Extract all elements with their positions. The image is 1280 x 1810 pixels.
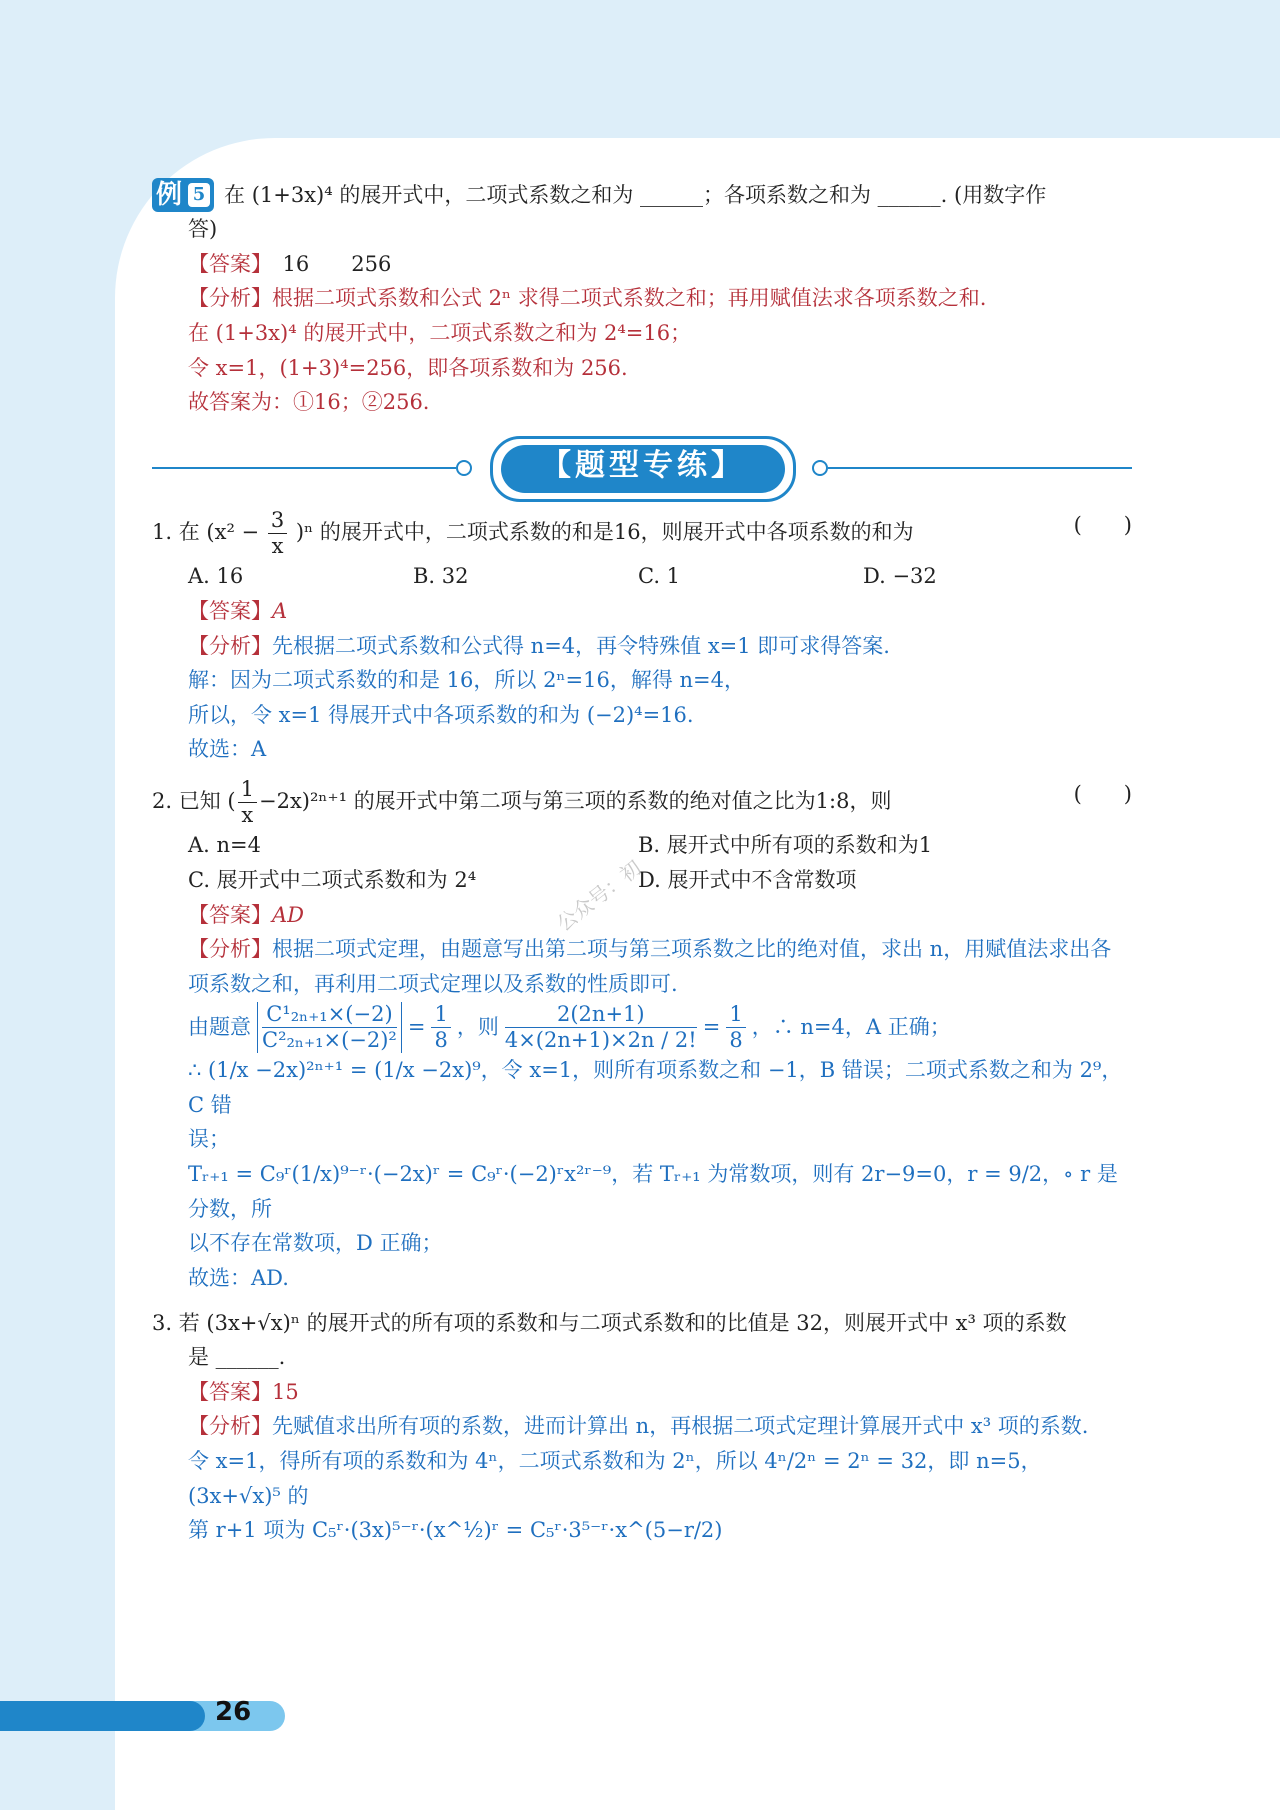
q3-line-1: 令 x=1，得所有项的系数和为 4ⁿ，二项式系数和为 2ⁿ，所以 4ⁿ/2ⁿ = 2ⁿ = 32，即 n=5，(3x+√x)⁵ 的 [188,1449,1042,1508]
q2-l1-abs-den: C²₂ₙ₊₁×(−2)² [262,1027,397,1052]
q2-analysis-text: 根据二项式定理，由题意写出第二项与第三项系数之比的绝对值，求出 n，用赋值法求出各 [272,937,1112,962]
q2-frac-den: x [241,803,254,828]
example-badge [152,178,214,212]
example-header [152,178,1132,212]
q1-line-3: 故选：A [188,737,267,762]
q2-expr-b: −2x)²ⁿ⁺¹ [259,789,347,814]
q3-analysis-label: 【分析】 [188,1414,272,1439]
left-band [0,0,118,1810]
q2-options [188,828,1132,897]
q2-l1-f2-num: 2(2n+1) [505,1002,697,1028]
question-3 [152,1306,1132,1341]
section-dot-right [812,460,828,476]
q2-frac-num: 1 [238,777,257,803]
q1-answer [188,594,1132,629]
q1-analysis-text: 先根据二项式系数和公式得 n=4，再令特殊值 x=1 即可求得答案. [272,633,890,658]
q2-line-1 [188,1002,1132,1053]
q2-l1-mid: ，则 [456,1015,499,1039]
q2-l1-pre: 由题意 [188,1015,251,1039]
q2-option-c: C. 展开式中二项式系数和为 2⁴ [188,868,477,893]
q2-analysis [188,932,1132,967]
top-band [0,0,1280,140]
q2-l1-f3-num: 1 [726,1002,745,1028]
q2-l1-frac2 [505,1002,697,1053]
q1-expr-a: (x² − [206,520,260,545]
q2-option-a: A. n=4 [188,833,261,858]
q2-l1-frac1 [431,1002,450,1053]
example-line-2: 令 x=1，(1+3)⁴=256，即各项系数和为 256. [188,355,628,380]
q2-line-2: ∴ (1/x −2x)²ⁿ⁺¹ = (1/x −2x)⁹，令 x=1，则所有项系数之和 −1，B 错误；二项式系数之和为 2⁹，C 错 [188,1058,1123,1117]
q1-analysis-label: 【分析】 [188,633,272,658]
q2-l1-post: ，∴ n=4，A 正确； [751,1015,951,1039]
q2-l1-f2-den: 4×(2n+1)×2n / 2! [504,1027,697,1052]
q2-answer-value: AD [272,902,305,927]
q3-answer-label: 【答案】 [188,1379,272,1404]
q2-analysis-cont: 项系数之和，再利用二项式定理以及系数的性质即可. [188,972,678,996]
q1-answer-value: A [272,598,288,623]
page-number: 26 [215,1697,252,1727]
q1-option-c: C. 1 [638,564,681,589]
example-question-cont: 答) [188,217,218,241]
q2-l1-f1-num: 1 [431,1002,450,1028]
q2-l1-f3-den: 8 [729,1027,743,1052]
q1-analysis [188,629,1132,664]
footer-bar-dark [0,1701,205,1731]
q3-line-2: 第 r+1 项为 C₅ʳ·(3x)⁵⁻ʳ·(x^½)ʳ = C₅ʳ·3⁵⁻ʳ·x^(5−r/2) [188,1518,723,1543]
question-1 [152,508,1132,559]
section-dot-left [456,460,472,476]
q3-text-cont: 是 ______. [188,1345,286,1370]
q1-line-2: 所以，令 x=1 得展开式中各项系数的和为 (−2)⁴=16. [188,702,694,727]
q1-option-d: D. −32 [863,564,937,589]
q1-fraction [268,508,287,559]
q3-text: 若 (3x+√x)ⁿ 的展开式的所有项的系数和与二项式系数和的比值是 32，则展开式中 x³ 项的系数 [178,1310,1067,1335]
q3-number: 3. [152,1310,173,1335]
q2-l1-f1-den: 8 [434,1027,448,1052]
example-line-3: 故答案为：①16；②256. [188,390,430,415]
q3-answer-value: 15 [272,1379,299,1404]
q2-l1-abs-fraction [257,1002,402,1053]
q2-line-4: 故选：AD. [188,1265,289,1290]
content [152,178,1132,1548]
q2-answer [188,898,1132,933]
watermark: 公众号：初 [552,855,646,936]
q1-option-b: B. 32 [413,564,469,589]
q2-number: 2. [152,789,173,814]
q2-option-d: D. 展开式中不含常数项 [638,868,857,893]
example-answer-value: 16 256 [282,251,392,276]
example-question: 在 (1+3x)⁴ 的展开式中，二项式系数之和为 ______；各项系数之和为 ______. (用数字作 [224,183,1047,207]
q3-analysis-text: 先赋值求出所有项的系数，进而计算出 n，再根据二项式定理计算展开式中 x³ 项的系数. [272,1414,1089,1439]
q2-l1-frac3 [726,1002,745,1053]
section-header [152,436,1132,498]
section-title: 【题型专练】 [501,445,785,493]
q2-line-3-cont: 以不存在常数项，D 正确； [188,1231,443,1256]
example-line-1: 在 (1+3x)⁴ 的展开式中，二项式系数之和为 2⁴=16； [188,320,692,345]
q1-expr-b: )ⁿ [295,520,314,545]
section-title-box [490,436,796,502]
example-number: 5 [188,183,210,207]
example-analysis-label: 【分析】 [188,286,272,311]
q1-answer-label: 【答案】 [188,598,272,623]
section-line-right [828,467,1132,469]
example-answer-label: 【答案】 [188,251,262,276]
q1-frac-den: x [271,534,284,559]
q3-answer [188,1375,1132,1410]
q1-options [188,559,1132,594]
q2-fraction [238,777,257,828]
q2-l1-eq: = [407,1015,426,1039]
section-line-left [152,467,456,469]
example-analysis-text: 根据二项式系数和公式 2ⁿ 求得二项式系数之和；再用赋值法求各项系数之和. [272,286,987,311]
example-answer [188,247,1132,282]
q1-line-1: 解：因为二项式系数的和是 16，所以 2ⁿ=16，解得 n=4， [188,668,745,693]
q3-analysis [188,1409,1132,1444]
q1-answer-paren: ( ) [1073,512,1132,537]
q1-frac-num: 3 [268,508,287,534]
q2-l1-abs-num: C¹₂ₙ₊₁×(−2) [262,1002,397,1028]
q2-l1-eq2: = [702,1015,721,1039]
q1-post: 的展开式中，二项式系数的和是16，则展开式中各项系数的和为 [319,520,914,545]
q2-expr-a: ( [227,789,236,814]
question-2 [152,777,1132,828]
q2-pre: 已知 [178,789,221,814]
q2-line-2-cont: 误； [188,1127,230,1152]
q1-number: 1. [152,520,173,545]
q1-option-a: A. 16 [188,564,244,589]
q2-post: 的展开式中第二项与第三项的系数的绝对值之比为1:8，则 [353,789,892,814]
example-badge-label: 例 [156,180,183,210]
q2-option-b: B. 展开式中所有项的系数和为1 [638,833,933,858]
q2-analysis-label: 【分析】 [188,937,272,962]
q1-pre: 在 [178,520,200,545]
q2-answer-paren: ( ) [1073,782,1132,807]
q2-line-3: Tᵣ₊₁ = C₉ʳ(1/x)⁹⁻ʳ·(−2x)ʳ = C₉ʳ·(−2)ʳx²ʳ⁻⁹，若 Tᵣ₊₁ 为常数项，则有 2r−9=0，r = 9/2，∘ r 是分数，所 [188,1161,1118,1221]
q2-answer-label: 【答案】 [188,902,272,927]
example-analysis [188,281,1132,316]
